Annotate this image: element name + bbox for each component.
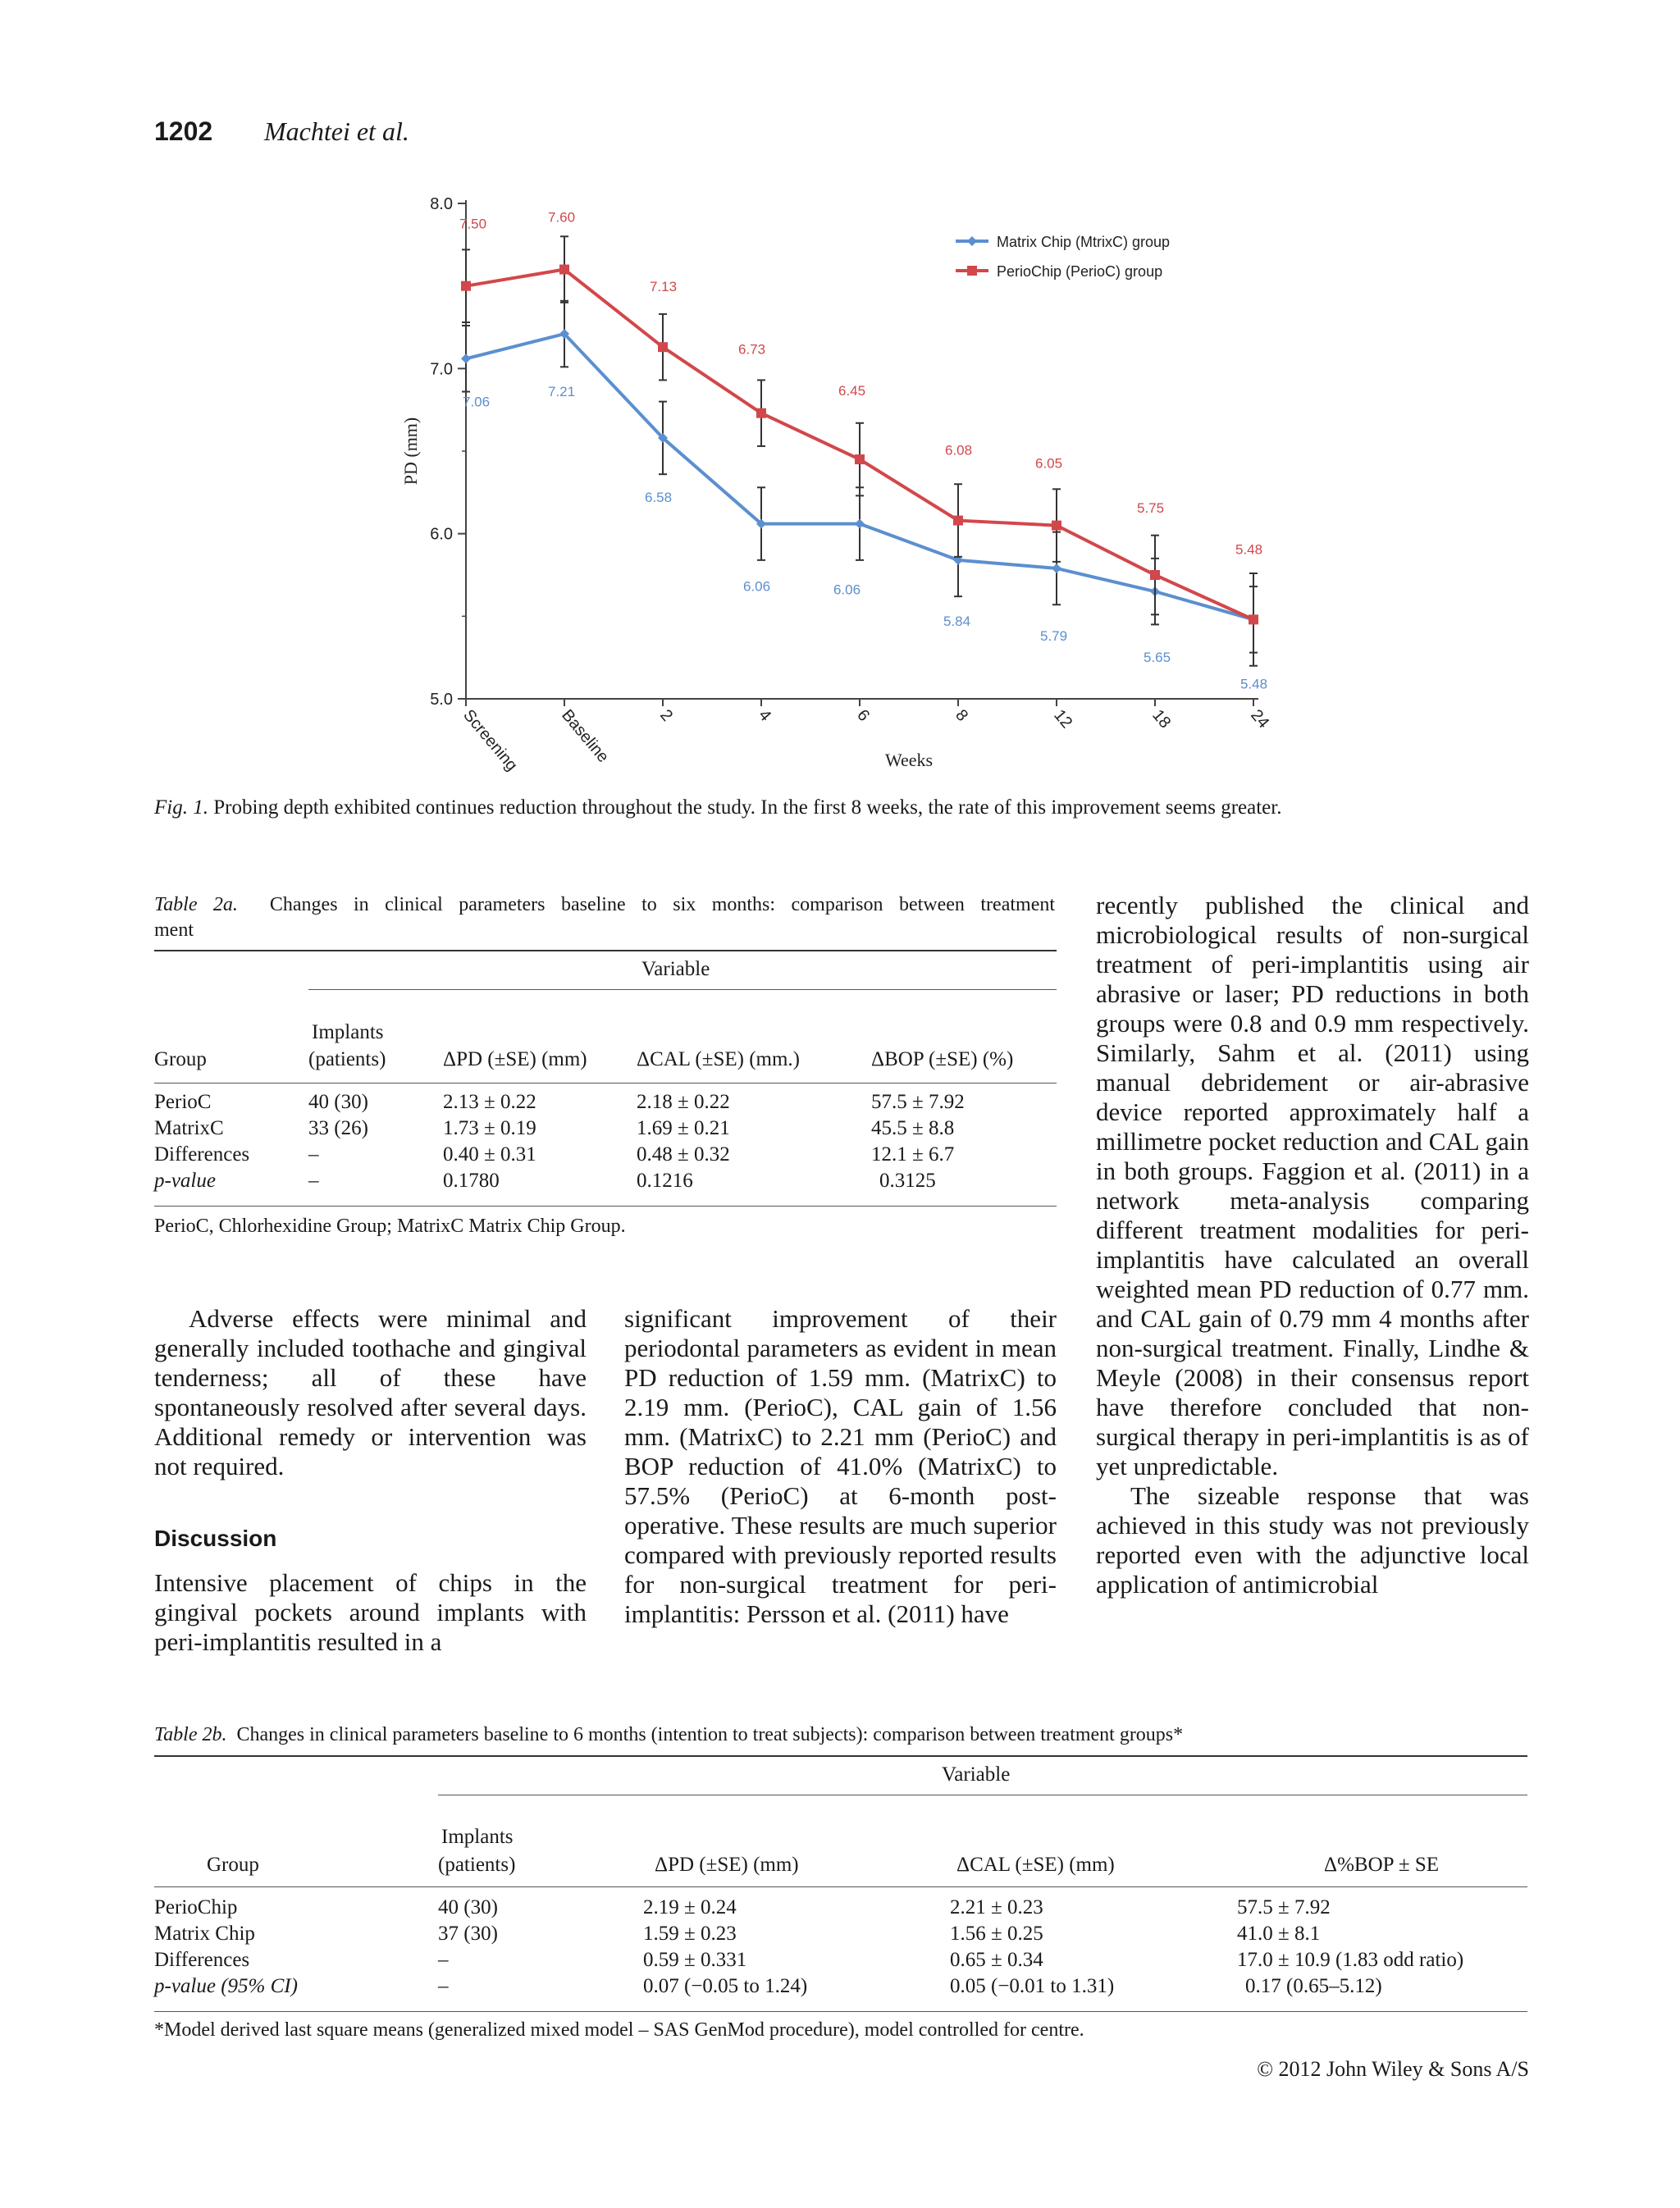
discussion-heading: Discussion: [154, 1526, 277, 1551]
table-cell: Differences: [154, 1949, 250, 1971]
y-tick-label: 6.0: [430, 525, 453, 544]
table-cell: 0.1216: [637, 1170, 693, 1192]
paragraph: Adverse effects were minimal and generally included toothache and gingival tenderness; all of these have spontaneously resolved after several days. Additional remedy or intervention was not required.: [154, 1304, 587, 1480]
data-label: 5.48: [1235, 541, 1263, 558]
table-2a-spanner: Variable: [641, 958, 710, 980]
table-cell: 0.17 (0.65–5.12): [1245, 1975, 1382, 1997]
table-2b-spanner: Variable: [942, 1763, 1011, 1786]
table-2b-head-patients: (patients): [438, 1854, 516, 1876]
table-2b-bottom-rule: [154, 2011, 1527, 2012]
table-2a-caption: [154, 892, 1055, 918]
table-cell: 0.65 ± 0.34: [950, 1949, 1043, 1971]
data-label: 6.73: [738, 341, 766, 358]
legend-label: PerioChip (PerioC) group: [997, 263, 1163, 280]
table-2a-top-rule: [154, 950, 1057, 951]
table-2b-head-group: Group: [207, 1854, 259, 1876]
table-2a: [154, 1089, 965, 1194]
body-column-1-continued: [154, 1568, 587, 1657]
table-cell: 41.0 ± 8.1: [1237, 1923, 1321, 1945]
data-label: 6.05: [1035, 455, 1063, 472]
legend-marker: [967, 236, 977, 246]
table-2b-head-dcal: ΔCAL (±SE) (mm): [956, 1854, 1115, 1876]
x-tick-label: 18: [1148, 706, 1175, 732]
table-cell: 1.73 ± 0.19: [443, 1117, 536, 1139]
x-tick-label: 6: [853, 706, 874, 725]
table-2b-head-implants: Implants: [441, 1826, 514, 1848]
body-column-3: [1096, 891, 1529, 1599]
running-head: Machtei et al.: [264, 116, 409, 146]
table-cell: 40 (30): [308, 1091, 368, 1113]
table-cell: 0.59 ± 0.331: [643, 1949, 747, 1971]
table-cell: 33 (26): [308, 1117, 368, 1139]
table-cell: –: [438, 1949, 449, 1971]
data-point: [1249, 614, 1258, 624]
table-cell: 0.40 ± 0.31: [443, 1143, 536, 1166]
data-point: [559, 265, 569, 275]
data-label: 6.58: [645, 489, 673, 505]
table-cell: 57.5 ± 7.92: [1237, 1896, 1331, 1918]
table-cell: 0.48 ± 0.32: [637, 1143, 730, 1166]
legend-label: Matrix Chip (MtrixC) group: [997, 234, 1171, 250]
table-2b: [154, 1895, 1463, 2000]
table-2b-top-rule: [154, 1755, 1527, 1757]
table-row: [154, 1947, 1463, 1973]
data-label: 6.06: [833, 582, 861, 598]
x-axis-label: Weeks: [884, 750, 934, 770]
table-2a-label: Table 2a.: [154, 894, 238, 915]
table-2b-head-dbop: Δ%BOP ± SE: [1324, 1854, 1440, 1876]
table-2b-footnote: *Model derived last square means (generalized mixed model – SAS GenMod procedure), model controlled for centre.: [154, 2019, 1084, 2041]
table-cell: 45.5 ± 8.8: [871, 1117, 955, 1139]
table-cell: Matrix Chip: [154, 1923, 255, 1945]
data-label: 7.60: [548, 209, 576, 226]
data-point: [756, 408, 766, 418]
table-2b-head-dpd: ΔPD (±SE) (mm): [655, 1854, 799, 1876]
figure-caption-text: Probing depth exhibited continues reduction throughout the study. In the first 8 weeks, the rate of this improvement seems greater.: [213, 796, 1282, 819]
table-cell: 0.3125: [879, 1170, 936, 1192]
table-row: [154, 1895, 1463, 1921]
page-number: 1202: [154, 116, 213, 146]
table-2a-footnote: PerioC, Chlorhexidine Group; MatrixC Matrix Chip Group.: [154, 1216, 626, 1237]
x-tick-label: 2: [656, 706, 677, 725]
x-tick-label: 12: [1050, 706, 1076, 732]
table-2a-head-implants: Implants: [312, 1021, 384, 1043]
table-row: [154, 1921, 1463, 1947]
paragraph: recently published the clinical and microbiological results of non-surgical treatment of peri-implantitis using air abrasive or laser; PD reductions in both groups were 0.8 and 0.9 mm respectively. Similarly, Sahm et al. (2011) using manual debridement or air-abrasive device reported approximately half a millimetre pocket reduction and CAL gain in both groups. Faggion et al. (2011) in a network meta-analysis comparing different treatment modalities for peri-implantitis have calculated an overall weighted mean PD reduction of 0.77 mm. and CAL gain of 0.79 mm 4 months after non-surgical treatment. Finally, Lindhe & Meyle (2008) in their consensus report have therefore concluded that non-surgical therapy in peri-implantitis is as of yet unpredictable.: [1096, 891, 1529, 1480]
table-cell: –: [438, 1975, 449, 1997]
table-cell: p-value (95% CI): [154, 1975, 298, 1997]
legend-marker: [967, 266, 977, 276]
table-2b-header-rule: [154, 1886, 1527, 1887]
data-label: 5.48: [1240, 676, 1268, 692]
table-cell: 12.1 ± 6.7: [871, 1143, 955, 1166]
data-label: 5.65: [1144, 650, 1171, 666]
table-2a-head-dcal: ΔCAL (±SE) (mm.): [637, 1048, 800, 1070]
table-2b-caption: [154, 1722, 1183, 1748]
x-tick-label: Baseline: [558, 706, 613, 766]
table-cell: 0.1780: [443, 1170, 500, 1192]
data-point: [461, 354, 471, 363]
x-tick-label: 8: [952, 706, 972, 725]
data-point: [1052, 521, 1061, 531]
data-label: 7.13: [650, 279, 678, 295]
table-cell: 1.59 ± 0.23: [643, 1923, 737, 1945]
table-cell: PerioC: [154, 1091, 212, 1113]
table-cell: 2.13 ± 0.22: [443, 1091, 536, 1113]
data-point: [953, 516, 963, 526]
table-row: [154, 1168, 965, 1194]
table-2a-body: [154, 1089, 965, 1194]
figure-label: Fig. 1.: [154, 796, 208, 819]
table-cell: 17.0 ± 10.9 (1.83 odd ratio): [1237, 1949, 1464, 1971]
table-2a-head-group: Group: [154, 1048, 207, 1070]
table-2b-caption-text: Changes in clinical parameters baseline to 6 months (intention to treat subjects): comparison between treatment groups*: [236, 1724, 1184, 1745]
figure-caption: [154, 794, 1524, 821]
table-cell: PerioChip: [154, 1896, 238, 1918]
table-cell: –: [308, 1143, 319, 1166]
table-2a-head-dbop: ΔBOP (±SE) (%): [871, 1048, 1014, 1070]
paragraph: The sizeable response that was achieved in this study was not previously reported even with the adjunctive local application of antimicrobial: [1096, 1481, 1529, 1599]
body-column-1: [154, 1304, 587, 1481]
table-cell: 37 (30): [438, 1923, 498, 1945]
table-cell: p-value: [154, 1170, 216, 1192]
table-row: [154, 1089, 965, 1115]
paragraph: significant improvement of their periodontal parameters as evident in mean PD reduction of 1.59 mm. (MatrixC) to 2.19 mm. (PerioC), CAL gain of 1.56 mm. (MatrixC) to 2.21 mm (PerioC) and BOP reduction of 41.0% (MatrixC) to 57.5% (PerioC) at 6-month post-operative. These results are much superior compared with previously reported results for non-surgical treatment for peri-implantitis: Persson et al. (2011) have: [624, 1304, 1057, 1628]
y-axis-label: PD (mm): [400, 417, 421, 486]
x-tick-label: 24: [1247, 706, 1273, 732]
data-label: 7.06: [463, 394, 491, 410]
table-row: [154, 1973, 1463, 2000]
data-label: 7.50: [459, 216, 487, 232]
table-row: [154, 1142, 965, 1168]
data-label: 6.08: [945, 442, 973, 458]
table-cell: Differences: [154, 1143, 250, 1166]
table-cell: 1.69 ± 0.21: [637, 1117, 730, 1139]
table-2a-bottom-rule: [154, 1206, 1057, 1207]
table-row: [154, 1115, 965, 1142]
data-label: 5.84: [943, 613, 971, 629]
data-label: 5.75: [1137, 500, 1165, 516]
table-cell: 2.19 ± 0.24: [643, 1896, 737, 1918]
x-tick-label: 4: [755, 706, 775, 725]
data-point: [1150, 570, 1160, 580]
table-cell: –: [308, 1170, 319, 1192]
table-cell: 2.18 ± 0.22: [637, 1091, 730, 1113]
body-column-2: [624, 1304, 1057, 1629]
table-cell: 0.05 (−0.01 to 1.31): [950, 1975, 1115, 1997]
table-cell: MatrixC: [154, 1117, 224, 1139]
table-2a-spanner-rule: [308, 989, 1057, 990]
data-label: 6.06: [743, 578, 771, 595]
table-2a-caption-text: Changes in clinical parameters baseline to six months: comparison between treatment: [269, 894, 1056, 915]
table-2a-head-patients: (patients): [308, 1048, 386, 1070]
data-point: [1052, 563, 1061, 573]
figure-1-chart: [377, 180, 1296, 787]
y-tick-label: 5.0: [430, 691, 453, 709]
data-point: [855, 454, 865, 464]
table-cell: 57.5 ± 7.92: [871, 1091, 965, 1113]
data-label: 5.79: [1040, 627, 1068, 644]
data-label: 6.45: [838, 383, 866, 399]
data-label: 7.21: [548, 384, 576, 400]
copyright: © 2012 John Wiley & Sons A/S: [1257, 2057, 1529, 2081]
table-2a-head-dpd: ΔPD (±SE) (mm): [443, 1048, 587, 1070]
table-2b-body: [154, 1895, 1463, 2000]
table-cell: 1.56 ± 0.25: [950, 1923, 1043, 1945]
table-2a-caption-cont: ment: [154, 919, 194, 941]
table-cell: 40 (30): [438, 1896, 498, 1918]
y-tick-label: 7.0: [430, 360, 453, 379]
y-tick-label: 8.0: [430, 195, 453, 213]
table-cell: 0.07 (−0.05 to 1.24): [643, 1975, 808, 1997]
data-point: [461, 281, 471, 291]
table-2b-label: Table 2b.: [154, 1724, 227, 1745]
data-point: [658, 342, 668, 352]
data-point: [855, 519, 865, 529]
paragraph: Intensive placement of chips in the gingival pockets around implants with peri-implantitis resulted in a: [154, 1568, 587, 1656]
table-cell: 2.21 ± 0.23: [950, 1896, 1043, 1918]
x-tick-label: Screening: [459, 706, 521, 775]
